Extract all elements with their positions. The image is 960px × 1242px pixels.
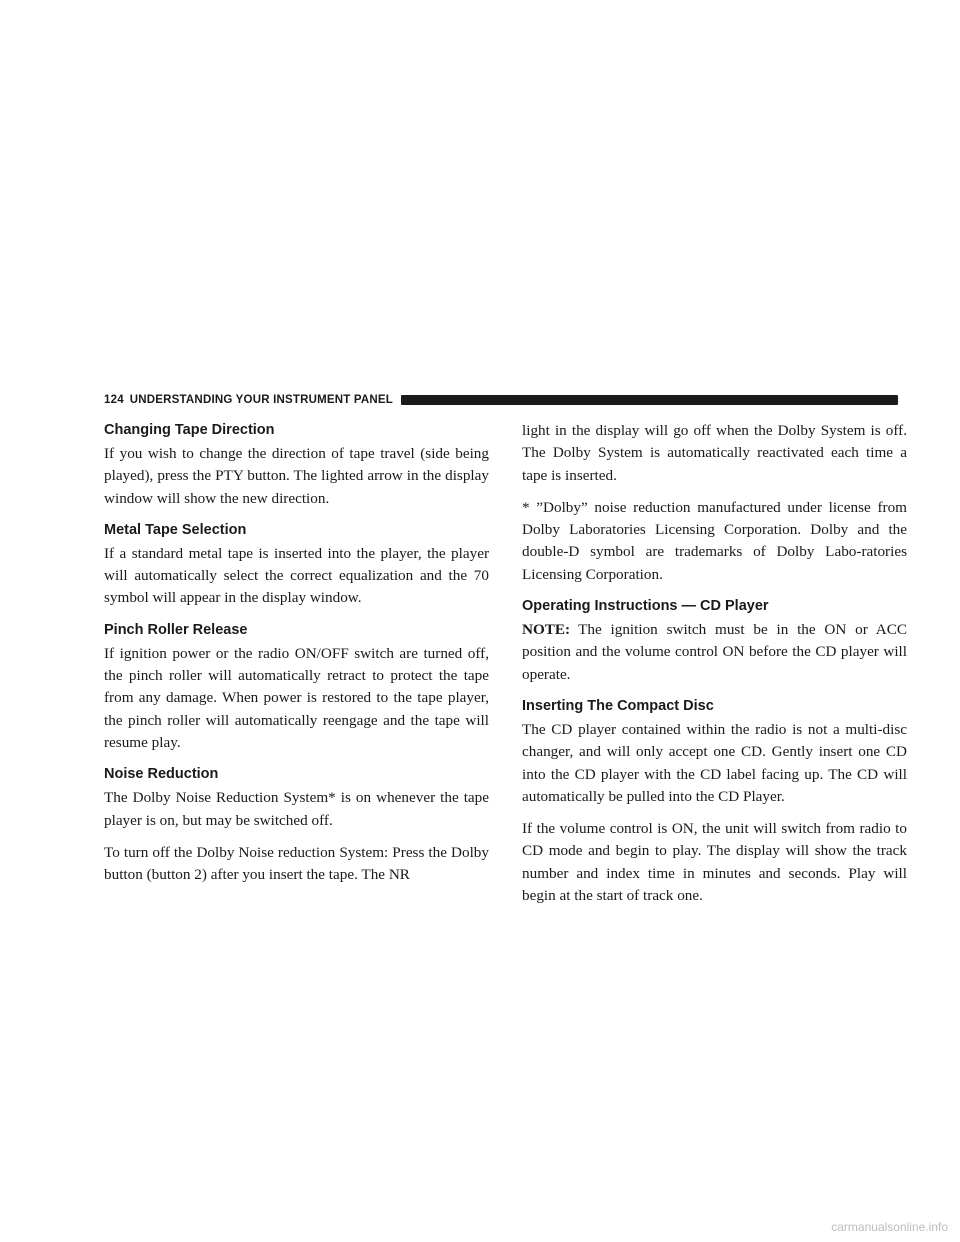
paragraph-turn-off-dolby: To turn off the Dolby Noise reduction System: Press the Dolby button (button 2) after you insert the tape. The NR bbox=[104, 843, 489, 884]
heading-changing-tape-direction: Changing Tape Direction bbox=[104, 422, 275, 438]
heading-inserting-compact-disc: Inserting The Compact Disc bbox=[522, 697, 714, 714]
paragraph-tape-direction: If you wish to change the direction of tape travel (side being played), press the PTY button. The lighted arrow in the display window will show the new direction. bbox=[104, 445, 489, 507]
note-label: NOTE: bbox=[522, 621, 571, 639]
note-paragraph bbox=[522, 619, 907, 686]
paragraph-cd-insert: The CD player contained within the radio is not a multi-disc changer, and will only accept one CD. Gently insert one CD into the CD player with the CD label facing up. The CD will automatically be pulled into the CD Player. bbox=[522, 720, 907, 805]
header-rule bbox=[401, 395, 898, 405]
paragraph-cd-play: If the volume control is ON, the unit will switch from radio to CD mode and begin to play. The display will show the track number and index time in minutes and seconds. Play will begin at the start of track one. bbox=[522, 820, 907, 905]
section-title: UNDERSTANDING YOUR INSTRUMENT PANEL bbox=[129, 394, 393, 406]
paragraph-metal-tape: If a standard metal tape is inserted into the player, the player will automatically select the correct equalization and the 70 symbol will appear in the display window. bbox=[104, 544, 489, 607]
heading-metal-tape-selection: Metal Tape Selection bbox=[104, 521, 247, 538]
page-number: 124 bbox=[104, 394, 124, 406]
note-text: The ignition switch must be in the ON or ACC position and the volume control ON before the CD player will operate. bbox=[522, 621, 907, 683]
heading-noise-reduction: Noise Reduction bbox=[104, 766, 219, 783]
heading-operating-instructions-cd: Operating Instructions — CD Player bbox=[522, 598, 769, 615]
page-header bbox=[104, 392, 898, 408]
left-column bbox=[104, 420, 489, 896]
watermark: carmanualsonline.info bbox=[831, 1220, 948, 1234]
heading-pinch-roller-release: Pinch Roller Release bbox=[104, 621, 248, 638]
paragraph-dolby-footnote: * ”Dolby” noise reduction manufactured under license from Dolby Laboratories Licensing Corporation. Dolby and the double-D symbol are trademarks of Dolby Labo-ratories Licensing Corporation. bbox=[522, 498, 907, 583]
paragraph-nr-light: light in the display will go off when the Dolby System is off. The Dolby System is automatically reactivated each time a tape is inserted. bbox=[522, 422, 907, 484]
right-column bbox=[522, 420, 907, 917]
paragraph-noise-reduction: The Dolby Noise Reduction System* is on whenever the tape player is on, but may be switched off. bbox=[104, 789, 489, 829]
paragraph-pinch-roller: If ignition power or the radio ON/OFF switch are turned off, the pinch roller will automatically retract to protect the tape from any damage. When power is restored to the tape player, the pinch roller will automatically reengage and the tape will resume play. bbox=[104, 644, 489, 751]
